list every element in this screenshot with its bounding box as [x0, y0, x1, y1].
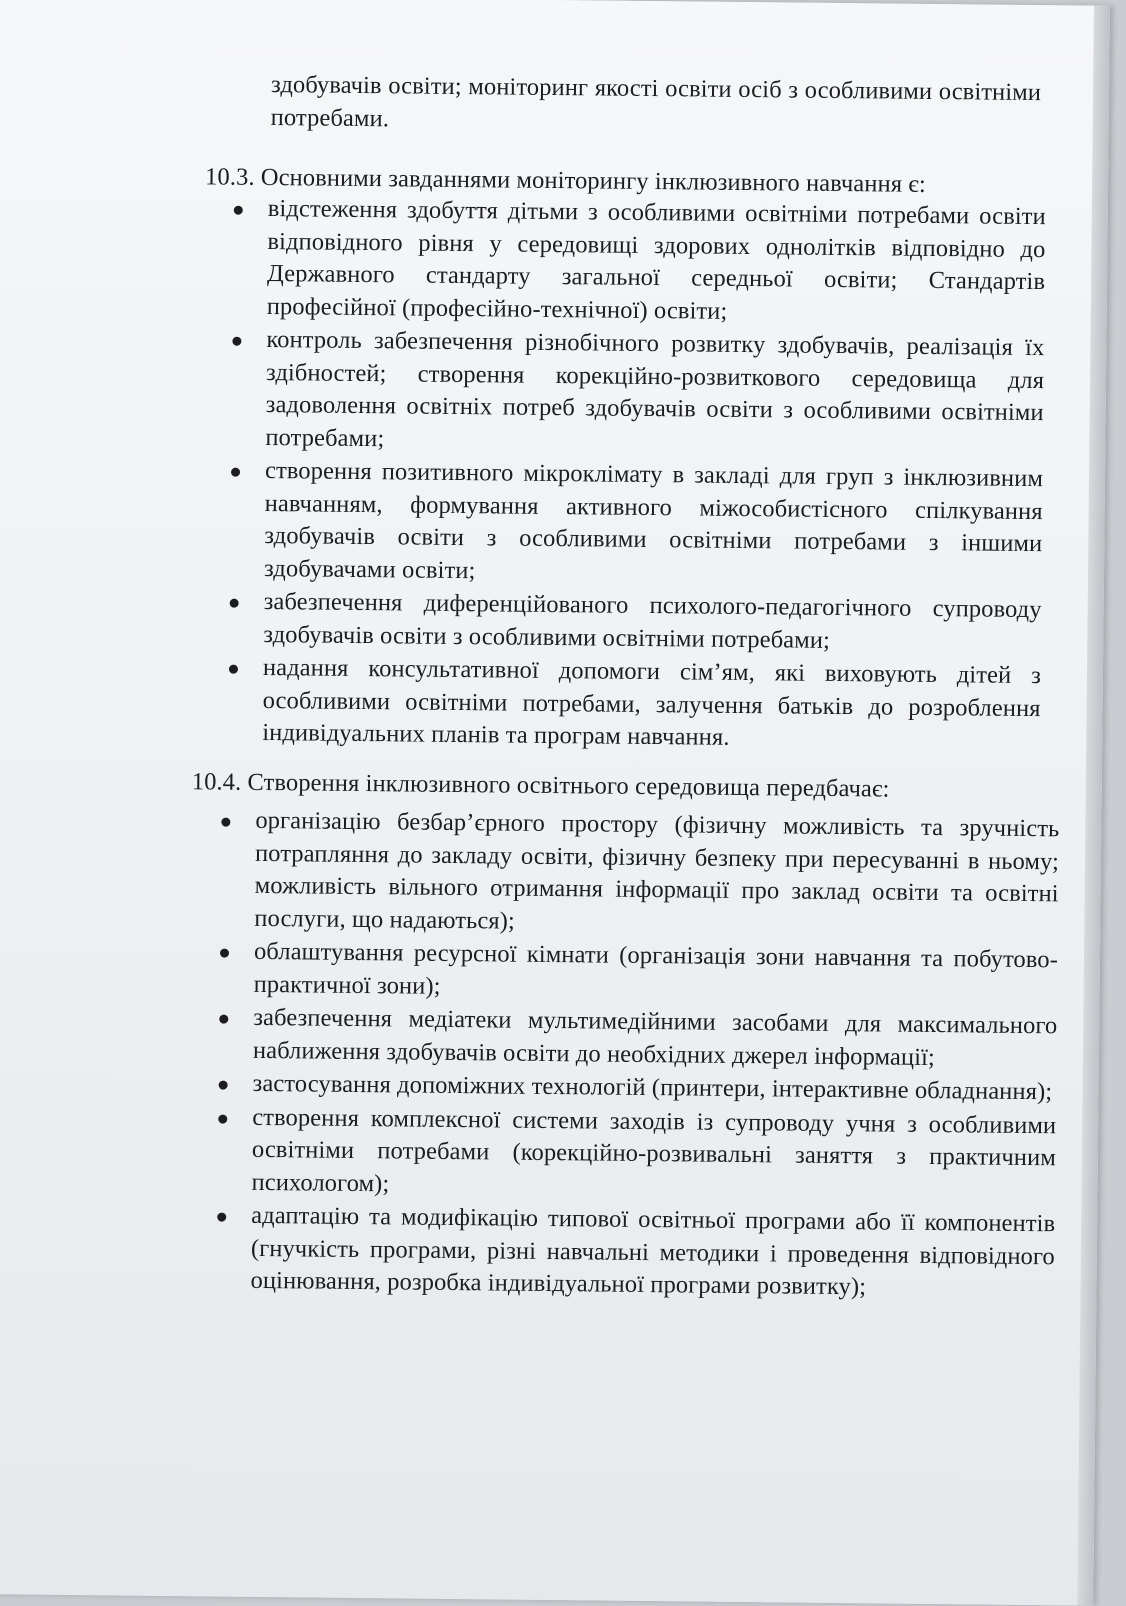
intro-paragraph: здобувачів освіти; моніторинг якості освіти осіб з особливими освітніми потребами.	[270, 71, 1042, 132]
list-item	[220, 936, 1059, 1010]
bullet-icon	[219, 1015, 228, 1024]
bullet-icon	[217, 1213, 226, 1222]
bullet-icon	[219, 1081, 228, 1090]
section-10-3-list	[228, 193, 1046, 759]
bullet-icon	[232, 337, 241, 346]
list-item	[229, 586, 1042, 659]
list-item	[216, 1200, 1055, 1306]
list-item-text: забезпечення диференційованого психолого-педагогічного супроводу здобувачів освіти з особливими освітніми потребами;	[263, 587, 1042, 654]
bullet-icon	[230, 599, 239, 608]
list-item	[219, 1002, 1058, 1076]
list-item	[233, 193, 1046, 331]
list-item	[220, 805, 1059, 944]
list-item-text: контроль забезпечення різнобічного розвитку здобувачів, реалізація їх здібностей; створення корекційно-розвиткового середовища для задоволення освітніх потреб здобувачів освіти з особливими освітніми потребами;	[265, 325, 1045, 452]
bullet-icon	[220, 949, 229, 958]
list-item-text: забезпечення медіатеки мультимедійними засобами для максимального наближення здобувачів освіти до необхідних джерел інформації;	[252, 1003, 1058, 1071]
bullet-icon	[218, 1114, 227, 1123]
list-item-text: надання консультативної допомоги сім’ям, які виховують дітей з особливими освітніми потребами, залучення батьків до розроблення індивідуальних планів та програм навчання.	[262, 653, 1042, 751]
bullet-icon	[221, 818, 230, 827]
section-10-3-heading: 10.3. Основними завданнями моніторингу інклюзивного навчання є:	[204, 163, 927, 198]
section-10-4-list	[216, 805, 1059, 1307]
list-item	[230, 455, 1043, 593]
list-item	[228, 652, 1041, 758]
bullet-icon	[234, 206, 243, 215]
list-item-text: облаштування ресурсної кімнати (організація зони навчання та побутово-практичної зони);	[253, 937, 1059, 1000]
list-item-text: застосування допоміжних технологій (принтери, інтерактивне обладнання);	[252, 1069, 1053, 1106]
list-item-text: організацію безбар’єрного простору (фізичну можливість та зручність потрапляння до закладу освіти, фізичну безпеку при пересуванні в ньому; можливість вільного отримання інформації про заклад освіти та освітні послуги, що надаються);	[254, 806, 1060, 935]
bullet-icon	[229, 665, 238, 674]
list-item-text: створення позитивного мікроклімату в закладі для груп з інклюзивним навчанням, формування активного міжособистісного спілкування здобувачів освіти з особливими освітніми потребами з іншими здобувачами освіти;	[263, 456, 1044, 584]
section-10-4-heading: 10.4. Створення інклюзивного освітнього середовища передбачає:	[191, 768, 890, 803]
list-item-text: адаптацію та модифікацію типової освітньої програми або її компонентів (гнучкість програми, різні навчальні методики і проведення відповідного оцінювання, розробка індивідуальної програми розвитку);	[250, 1201, 1056, 1301]
bullet-icon	[231, 468, 240, 477]
page-edge-shadow	[1077, 6, 1110, 1606]
list-item-text: відстеження здобуття дітьми з особливими освітніми потребами освіти відповідного рівня у середовищі здорових однолітків відповідно до Державного стандарту загальної середньої освіти; Стандартів професійної (професійно-технічної) освіти;	[266, 195, 1046, 325]
list-item	[217, 1101, 1056, 1207]
list-item	[231, 324, 1044, 462]
list-item-text: створення комплексної системи заходів із супроводу учня з особливими освітніми потребами (корекційно-розвивальні заняття з практичним психологом);	[251, 1103, 1057, 1197]
